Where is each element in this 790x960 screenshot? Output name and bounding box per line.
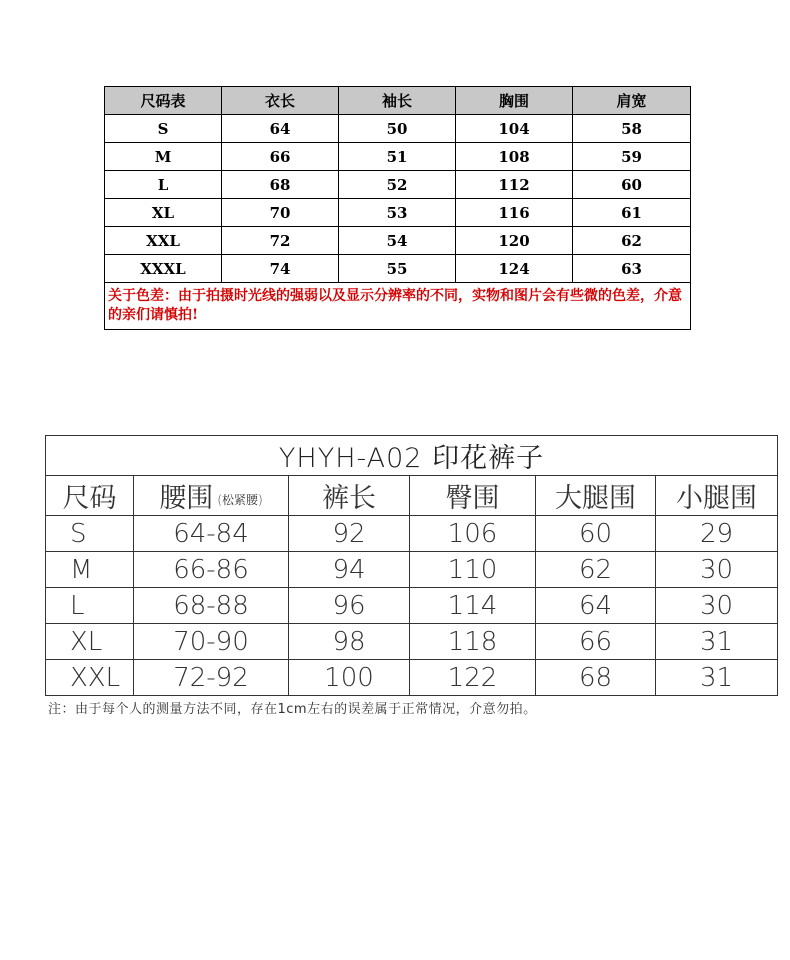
cell: XXL (46, 660, 134, 696)
pants-header-waist (134, 476, 289, 516)
cell: 120 (456, 227, 573, 255)
cell: M (46, 552, 134, 588)
cell: 55 (339, 255, 456, 283)
cell: 94 (289, 552, 410, 588)
cell: 53 (339, 199, 456, 227)
cell: 29 (656, 516, 778, 552)
pants-header-calf (656, 476, 778, 516)
top-size-chart (104, 86, 691, 330)
table-row (46, 516, 778, 552)
cell: 62 (536, 552, 656, 588)
cell: 60 (573, 171, 691, 199)
cell: 58 (573, 115, 691, 143)
cell: 52 (339, 171, 456, 199)
cell: 124 (456, 255, 573, 283)
top-header-length: 衣长 (222, 87, 339, 115)
cell: XXL (105, 227, 222, 255)
cell: 63 (573, 255, 691, 283)
table-row (105, 115, 691, 143)
top-header-sleeve: 袖长 (339, 87, 456, 115)
cell: 59 (573, 143, 691, 171)
cell: 108 (456, 143, 573, 171)
cell: 51 (339, 143, 456, 171)
cell: 112 (456, 171, 573, 199)
cell: 98 (289, 624, 410, 660)
cell: 62 (573, 227, 691, 255)
cell: 116 (456, 199, 573, 227)
pants-size-table (45, 435, 778, 696)
top-header-shoulder: 肩宽 (573, 87, 691, 115)
cell: L (46, 588, 134, 624)
header-label: 臀围 (445, 483, 500, 514)
cell: 61 (573, 199, 691, 227)
pants-header-hip (410, 476, 536, 516)
cell: S (105, 115, 222, 143)
pants-header-length (289, 476, 410, 516)
table-row (46, 624, 778, 660)
table-row (46, 660, 778, 696)
cell: XL (46, 624, 134, 660)
cell: 66 (222, 143, 339, 171)
top-header-row (105, 87, 691, 115)
table-row (105, 171, 691, 199)
cell: M (105, 143, 222, 171)
cell: XXXL (105, 255, 222, 283)
cell: 54 (339, 227, 456, 255)
cell: 72 (222, 227, 339, 255)
cell: 92 (289, 516, 410, 552)
waist-sub-label: (松紧腰) (217, 493, 263, 507)
header-label: 小腿围 (676, 483, 757, 514)
cell: 64 (536, 588, 656, 624)
cell: 68-88 (134, 588, 289, 624)
cell: 31 (656, 660, 778, 696)
cell: 64-84 (134, 516, 289, 552)
cell: 66 (536, 624, 656, 660)
cell: 30 (656, 588, 778, 624)
cell: 60 (536, 516, 656, 552)
cell: 110 (410, 552, 536, 588)
table-row (105, 255, 691, 283)
color-difference-note: 关于色差：由于拍摄时光线的强弱以及显示分辨率的不同，实物和图片会有些微的色差，介意的亲们请慎拍! (105, 283, 691, 330)
cell: 70 (222, 199, 339, 227)
cell: 100 (289, 660, 410, 696)
table-row (46, 552, 778, 588)
cell: 118 (410, 624, 536, 660)
cell: 30 (656, 552, 778, 588)
pants-header-size (46, 476, 134, 516)
title-row (46, 436, 778, 476)
cell: 72-92 (134, 660, 289, 696)
header-label: 裤长 (322, 483, 376, 514)
cell: 68 (222, 171, 339, 199)
cell: 31 (656, 624, 778, 660)
header-label: 大腿围 (555, 483, 636, 514)
cell: 106 (410, 516, 536, 552)
cell: 74 (222, 255, 339, 283)
cell: S (46, 516, 134, 552)
cell: 114 (410, 588, 536, 624)
table-row (46, 588, 778, 624)
header-label: 尺码 (62, 483, 117, 514)
table-row (105, 199, 691, 227)
pants-header-row (46, 476, 778, 516)
top-header-chest: 胸围 (456, 87, 573, 115)
cell: 64 (222, 115, 339, 143)
cell: 122 (410, 660, 536, 696)
pants-header-thigh (536, 476, 656, 516)
cell: 66-86 (134, 552, 289, 588)
cell: L (105, 171, 222, 199)
table-row (105, 143, 691, 171)
top-header-size: 尺码表 (105, 87, 222, 115)
cell: XL (105, 199, 222, 227)
table-row (105, 227, 691, 255)
cell: 70-90 (134, 624, 289, 660)
header-label: 腰围 (159, 483, 214, 514)
pants-chart-title: YHYH-A02 印花裤子 (46, 436, 778, 476)
measurement-note: 注：由于每个人的测量方法不同，存在1cm左右的误差属于正常情况，介意勿拍。 (48, 702, 537, 717)
cell: 96 (289, 588, 410, 624)
cell: 50 (339, 115, 456, 143)
cell: 68 (536, 660, 656, 696)
pants-size-chart (45, 435, 777, 696)
color-note-row (105, 283, 691, 330)
cell: 104 (456, 115, 573, 143)
